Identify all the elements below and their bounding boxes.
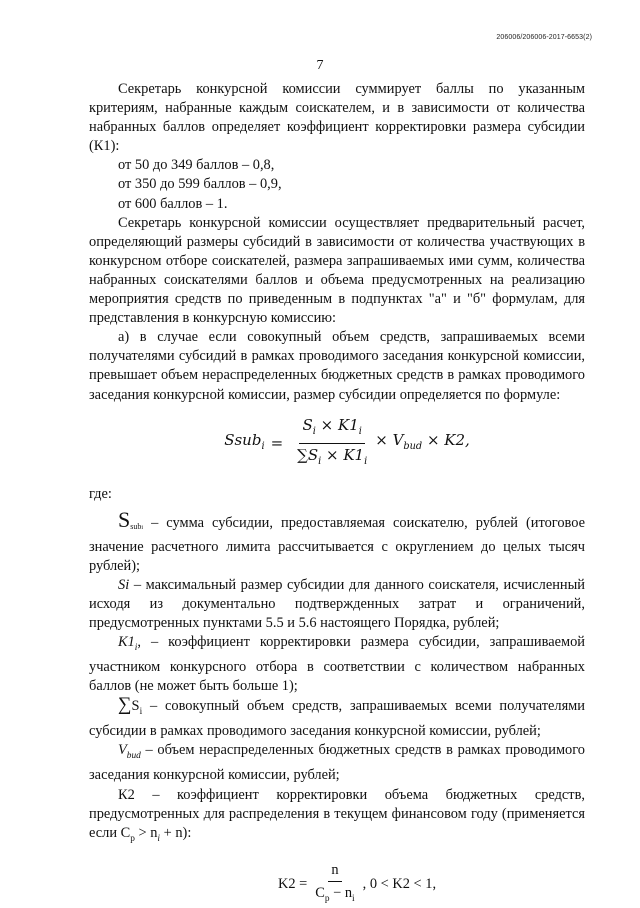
list-item: от 50 до 349 баллов – 0,8, [118,157,275,174]
where-label: где: [89,485,112,502]
definition-ssub: Ssubi – сумма субсидии, предоставляемая соискателю, рублей (итоговое значение расчетного лимита рассчитывается с округлением до целых тысяч рублей); [89,506,585,574]
formula-rhs: × $V_{bud} \times K2$, [375,430,470,452]
document-id: 206006/206006-2017-6653(2) [496,34,592,41]
definition-vbud: $V_{bud}$ – объем нераспределенных бюджетных средств в рамках проводимого заседания конкурсной комиссии, рублей; [89,742,585,784]
formula-equals: = [270,433,284,452]
definition-k1: $K1_i$, – коэффициент корректировки размера субсидии, запрашиваемой участником конкурсного отбора в соответствии с количеством набранных баллов (не может быть больше 1); [89,634,585,695]
k2-formula-fraction [312,861,357,908]
k2-formula-denominator: $C_p - n_i$ [315,884,355,904]
page-number: 7 [316,58,324,73]
formula-denominator: $\sum S_i \times K1_i$ [297,445,368,467]
k2-formula-numerator: n [328,861,341,882]
subsidy-formula [89,416,585,471]
k2-formula [89,861,585,908]
formula-lhs: Ssub$_i$ [224,430,265,452]
paragraph-scoring: Секретарь конкурсной комиссии суммирует баллы по указанным критериям, набранные каждым соискателем, и в зависимости от количества набранных баллов определяет коэффициент корректировки размера субсидии (К1): [89,81,585,155]
document-body [89,80,585,908]
formula-fraction [294,416,370,471]
k2-formula-condition: , 0 < K2 < 1, [362,875,437,892]
definition-sum-si: $\sum S_i$ – совокупный объем средств, запрашиваемых всеми получателями субсидии в рамках проводимого заседания конкурсной комиссии, рублей; [89,694,585,740]
paragraph-case-a: а) в случае если совокупный объем средств, запрашиваемых всеми получателями субсидий в рамках проводимого заседания конкурсной комиссии, превышает объем нераспределенных бюджетных средств в рамках проводимого заседания конкурсной комиссии, размер субсидии определяется по формуле: [89,329,585,403]
definition-k2: К2 – коэффициент корректировки объема бюджетных средств, предусмотренных для распределения в текущем финансовом году (применяется если $С_р > n_i + n$): [89,786,585,844]
k2-formula-lhs: K2 = [277,875,308,892]
definition-si: Si – максимальный размер субсидии для данного соискателя, исчисленный исходя из документально подтвержденных затрат и ограничений, предусмотренных пунктами 5.5 и 5.6 настоящего Порядка, рублей; [89,576,585,632]
paragraph-preliminary-calc: Секретарь конкурсной комиссии осуществляет предварительный расчет, определяющий размеры субсидий в зависимости от количества участвующих в конкурсном отборе соискателей, размера запрашиваемых ими сумм, количества набранных соискателями баллов и объема предусмотренных на реализацию мероприятия средств по приведенным в подпунктах "а" и "б" формулам, для представления в конкурсную комиссию: [89,214,585,327]
list-item: от 350 до 599 баллов – 0,9, [118,176,282,193]
formula-numerator: $S_i \times K1_i$ [299,416,364,444]
list-item: от 600 баллов – 1. [118,195,228,212]
